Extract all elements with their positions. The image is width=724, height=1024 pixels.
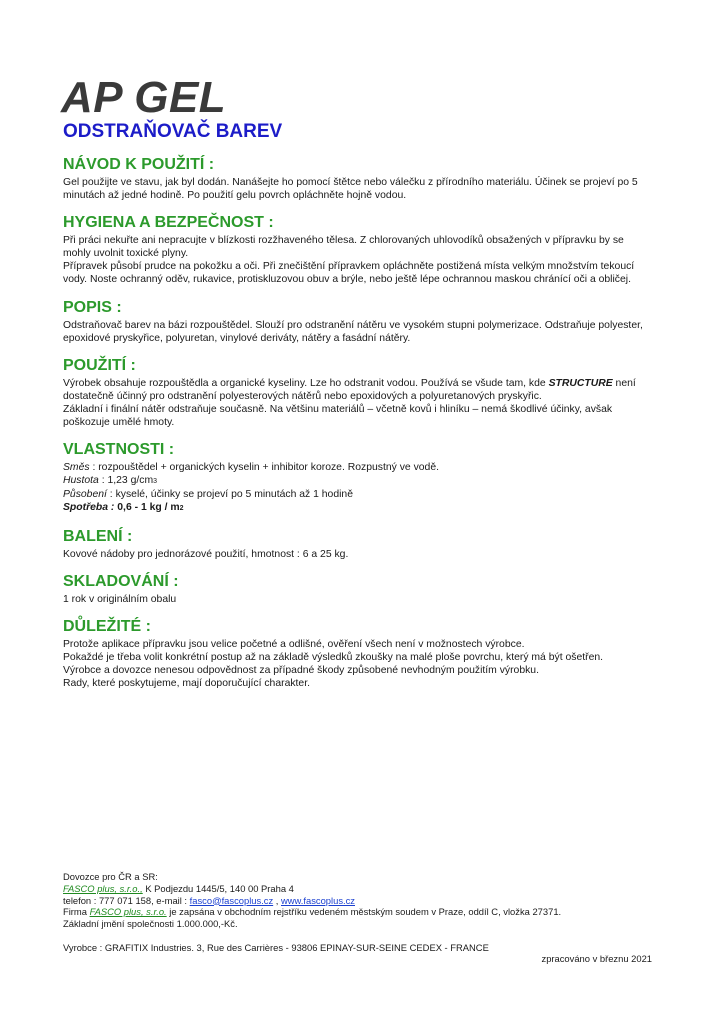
importer-label: Dovozce pro ČR a SR: [63,871,158,882]
section-heading: HYGIENA A BEZPEČNOST : [63,214,274,232]
email-link[interactable]: fasco@fascoplus.cz [189,894,274,906]
paragraph-line: Rady, které poskytujeme, mají doporučující charakter. [63,677,310,689]
property-value: : kyselé, účinky se projeví po 5 minutách až 1 hodině [106,489,353,501]
paragraph-line: Přípravek působí prudce na pokožku a oči. Při znečištění přípravkem opláchněte postižená místa velkým množstvím tekoucí [63,261,635,273]
company-address: K Podjezdu 1445/5, 140 00 Praha 4 [142,882,294,894]
unit-exponent: 2 [179,505,184,513]
text-run: není [612,377,636,389]
paragraph-line [63,377,683,390]
property-value: : rozpouštědel + organických kyselin + inhibitor koroze. Rozpustný ve vodě. [89,462,439,474]
revision-date: zpracováno v březnu 2021 [541,953,652,964]
manufacturer-line: Vyrobce : GRAFITIX Industries. 3, Rue des Carrières - 93806 EPINAY-SUR-SEINE CEDEX - FRANCE [63,941,489,953]
paragraph-line: Základní i finální nátěr odstraňuje současně. Na většinu materiálů – včetně kovů i hliníku – nemá škodlivé účinky, avšak [63,403,613,415]
section-heading: SKLADOVÁNÍ : [63,572,179,590]
paragraph-line: mohly uvolnit toxické plyny. [63,248,189,260]
importer-line [63,883,663,895]
section-navod [63,155,683,202]
paragraph-line: Pokaždé je třeba volit konkrétní postup až na základě výsledků zkoušky na malé ploše povrchu, který má být ošetřen. [63,651,604,663]
section-heading: POPIS : [63,298,122,316]
section-heading: DŮLEŽITÉ : [63,617,151,635]
property-spotreba [63,501,683,515]
section-heading: POUŽITÍ : [63,356,136,374]
paragraph-line: Protože aplikace přípravku jsou velice početné a odlišné, ověření všech není v možnostech výrobce. [63,638,525,650]
paragraph-line: minutách až jedné hodině. Po použití gelu povrch opláchněte hojně vodou. [63,190,407,202]
website-link[interactable]: www.fascoplus.cz [281,894,355,906]
contact-line [63,895,663,907]
property-value: 0,6 - 1 kg / m [114,502,180,514]
footer [63,871,663,954]
section-heading: BALENÍ : [63,527,133,545]
paragraph-line: epoxidové pryskyřice, polyuretan, vinylové deriváty, nátěry a fasádní nátěry. [63,332,411,344]
phone-text: telefon : 777 071 158, e-mail : [63,894,190,906]
section-popis [63,298,683,345]
paragraph-line: Odstraňovač barev na bázi rozpouštědel. Slouží pro odstranění nátěru ve vysokém stupni polymerizace. Odstraňuje polyester, [63,319,643,331]
text-run: je zapsána v obchodním rejstříku vedeném městským soudem v Praze, oddíl C, vložka 27371. [166,906,562,918]
product-title: AP GEL [61,73,227,122]
section-heading: NÁVOD K POUŽITÍ : [63,156,215,173]
property-smes [63,461,683,474]
paragraph-line: dostatečně účinný pro odstranění polyesterových nátěrů nebo epoxidových a polyuretanových pryskyřic. [63,390,542,402]
paragraph-line: Kovové nádoby pro jednorázové použití, hmotnost : 6 a 25 kg. [63,548,349,560]
text-run: Firma [63,906,90,918]
property-value: : 1,23 g/cm [98,475,154,487]
section-hygiena [63,213,683,286]
paragraph-line: Gel použijte ve stavu, jak byl dodán. Nanášejte ho pomocí štětce nebo válečku z přírodního materiálu. Účinek se projeví po 5 [63,177,638,188]
registration-line [63,906,663,918]
section-vlastnosti [63,440,683,515]
section-dulezite [63,617,683,690]
property-label: Směs [63,462,90,474]
paragraph-line: vody. Noste ochranný oděv, rukavice, protiskluzovou obuv a brýle, nebo ještě lépe ochrannou maskou chránící oči a obličej. [63,274,631,286]
document-body [63,155,683,690]
property-label: Hustota [63,475,99,487]
paragraph-line: 1 rok v originálním obalu [63,593,177,605]
section-heading: VLASTNOSTI : [63,441,175,459]
property-pusobeni [63,488,683,501]
paragraph-line: Výrobce a dovozce nenesou odpovědnost za případné škody způsobené nevhodným použitím výrobku. [63,664,539,676]
company-link[interactable]: FASCO plus, s.r.o. [89,906,167,918]
property-label: Působení [63,489,107,501]
paragraph-line: Při práci nekuřte ani nepracujte v blízkosti rozžhaveného tělesa. Z chlorovaných uhlovodíků obsažených v přípravku by se [63,235,624,247]
capital-line: Základní jmění společnosti 1.000.000,-Kč. [63,918,238,930]
section-pouziti [63,356,683,429]
paragraph-line: poškozuje umělé hmoty. [63,417,175,429]
property-label: Spotřeba : [63,502,115,514]
separator: , [273,894,281,906]
section-baleni [63,527,683,561]
product-subtitle: ODSTRAŇOVAČ BAREV [63,121,283,142]
company-link[interactable]: FASCO plus, s.r.o., [63,882,143,894]
product-reference: STRUCTURE [548,377,613,389]
text-run: Výrobek obsahuje rozpouštědla a organické kyseliny. Lze ho odstranit vodou. Používá se všude tam, kde [63,377,549,389]
section-skladovani [63,572,683,606]
property-hustota [63,474,683,488]
unit-exponent: 3 [153,478,158,486]
